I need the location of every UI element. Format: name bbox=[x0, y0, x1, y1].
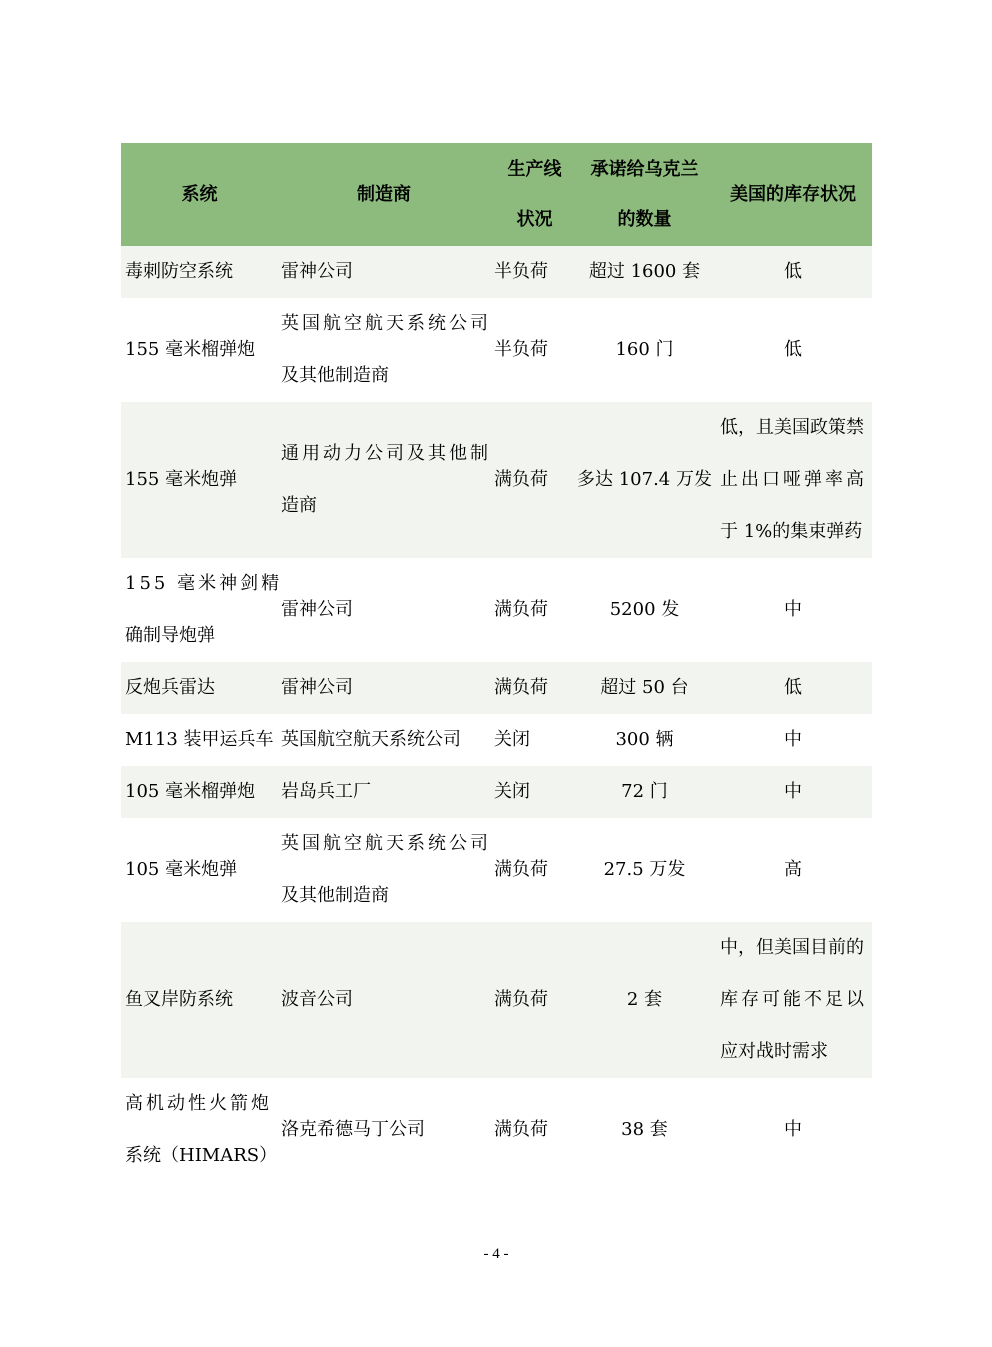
production-text: 满负荷 bbox=[494, 469, 548, 490]
table-row bbox=[121, 298, 872, 402]
cell-system bbox=[121, 766, 278, 818]
system-text: 鱼叉岸防系统 bbox=[125, 989, 233, 1010]
production-text: 满负荷 bbox=[494, 599, 548, 620]
stock-text: 中 bbox=[784, 1119, 802, 1140]
manufacturer-text: 英国航空航天系统公司 bbox=[281, 833, 491, 854]
committed-text: 27.5 万发 bbox=[603, 859, 686, 880]
system-text: 105 毫米炮弹 bbox=[125, 859, 238, 880]
cell-committed-quantity bbox=[575, 1078, 714, 1182]
manufacturer-text: 及其他制造商 bbox=[281, 365, 389, 386]
cell-manufacturer bbox=[278, 922, 490, 1078]
production-text: 半负荷 bbox=[494, 261, 548, 282]
cell-manufacturer bbox=[278, 558, 490, 662]
cell-production-status bbox=[490, 402, 575, 558]
production-text: 半负荷 bbox=[494, 339, 548, 360]
table-row bbox=[121, 558, 872, 662]
table-row bbox=[121, 402, 872, 558]
production-text: 关闭 bbox=[494, 781, 530, 802]
committed-text: 300 辆 bbox=[615, 729, 674, 750]
cell-committed-quantity bbox=[575, 662, 714, 714]
committed-text: 72 门 bbox=[621, 781, 668, 802]
table-row bbox=[121, 662, 872, 714]
cell-production-status bbox=[490, 766, 575, 818]
page-number: - 4 - bbox=[483, 1246, 509, 1262]
table-header bbox=[121, 143, 872, 246]
cell-system bbox=[121, 922, 278, 1078]
cell-committed-quantity bbox=[575, 558, 714, 662]
cell-us-stock bbox=[714, 1078, 872, 1182]
stock-text: 高 bbox=[784, 859, 802, 880]
cell-production-status bbox=[490, 922, 575, 1078]
table-row bbox=[121, 766, 872, 818]
system-text: 105 毫米榴弹炮 bbox=[125, 781, 256, 802]
production-text: 关闭 bbox=[494, 729, 530, 750]
cell-committed-quantity bbox=[575, 298, 714, 402]
system-text: 确制导炮弹 bbox=[125, 625, 215, 646]
table-row bbox=[121, 1078, 872, 1182]
manufacturer-text: 雷神公司 bbox=[281, 599, 353, 620]
stock-text: 中 bbox=[784, 781, 802, 802]
cell-committed-quantity bbox=[575, 714, 714, 766]
stock-text: 中 bbox=[784, 599, 802, 620]
stock-text: 中 bbox=[784, 729, 802, 750]
header-production-status: 生产线 状况 bbox=[507, 158, 562, 230]
cell-production-status bbox=[490, 558, 575, 662]
production-text: 满负荷 bbox=[494, 989, 548, 1010]
committed-text: 多达 107.4 万发 bbox=[577, 469, 712, 490]
header-manufacturer: 制造商 bbox=[357, 183, 411, 205]
cell-us-stock bbox=[714, 922, 872, 1078]
committed-text: 超过 1600 套 bbox=[588, 261, 701, 282]
production-text: 满负荷 bbox=[494, 677, 548, 698]
cell-manufacturer bbox=[278, 246, 490, 298]
cell-us-stock bbox=[714, 298, 872, 402]
cell-production-status bbox=[490, 298, 575, 402]
cell-system bbox=[121, 1078, 278, 1182]
committed-text: 5200 发 bbox=[609, 599, 680, 620]
system-text: M113 装甲运兵车 bbox=[125, 729, 274, 750]
stock-text: 止出口哑弹率高 bbox=[720, 469, 867, 490]
manufacturer-text: 雷神公司 bbox=[281, 677, 353, 698]
cell-system bbox=[121, 298, 278, 402]
cell-manufacturer bbox=[278, 818, 490, 922]
cell-us-stock bbox=[714, 402, 872, 558]
manufacturer-text: 造商 bbox=[281, 495, 317, 516]
committed-text: 160 门 bbox=[615, 339, 674, 360]
cell-production-status bbox=[490, 246, 575, 298]
cell-committed-quantity bbox=[575, 402, 714, 558]
cell-manufacturer bbox=[278, 766, 490, 818]
stock-text: 应对战时需求 bbox=[720, 1041, 828, 1062]
cell-committed-quantity bbox=[575, 818, 714, 922]
manufacturer-text: 波音公司 bbox=[281, 989, 353, 1010]
cell-system bbox=[121, 402, 278, 558]
cell-system bbox=[121, 714, 278, 766]
table-row bbox=[121, 714, 872, 766]
stock-text: 于 1%的集束弹药 bbox=[720, 521, 863, 542]
table-row bbox=[121, 246, 872, 298]
cell-manufacturer bbox=[278, 662, 490, 714]
manufacturer-text: 英国航空航天系统公司 bbox=[281, 313, 491, 334]
committed-text: 超过 50 台 bbox=[600, 677, 689, 698]
manufacturer-text: 及其他制造商 bbox=[281, 885, 389, 906]
manufacturer-text: 雷神公司 bbox=[281, 261, 353, 282]
system-text: 155 毫米炮弹 bbox=[125, 469, 238, 490]
system-text: 系统（HIMARS） bbox=[125, 1145, 278, 1166]
production-text: 满负荷 bbox=[494, 1119, 548, 1140]
committed-text: 38 套 bbox=[621, 1119, 668, 1140]
weapons-table bbox=[121, 143, 872, 1182]
system-text: 155 毫米榴弹炮 bbox=[125, 339, 256, 360]
system-text: 毒刺防空系统 bbox=[125, 261, 233, 282]
manufacturer-text: 英国航空航天系统公司 bbox=[281, 729, 461, 750]
stock-text: 低 bbox=[784, 677, 802, 698]
cell-system bbox=[121, 662, 278, 714]
cell-us-stock bbox=[714, 714, 872, 766]
cell-us-stock bbox=[714, 662, 872, 714]
header-committed-quantity: 承诺给乌克兰 的数量 bbox=[590, 158, 699, 230]
system-text: 155 毫米神剑精 bbox=[125, 573, 283, 594]
cell-production-status bbox=[490, 662, 575, 714]
cell-committed-quantity bbox=[575, 246, 714, 298]
cell-us-stock bbox=[714, 246, 872, 298]
committed-text: 2 套 bbox=[626, 989, 663, 1010]
cell-us-stock bbox=[714, 558, 872, 662]
cell-system bbox=[121, 818, 278, 922]
cell-manufacturer bbox=[278, 1078, 490, 1182]
header-us-stock: 美国的库存状况 bbox=[730, 183, 856, 205]
manufacturer-text: 洛克希德马丁公司 bbox=[281, 1119, 425, 1140]
table-body bbox=[121, 246, 872, 1182]
cell-manufacturer bbox=[278, 402, 490, 558]
stock-text: 低 bbox=[784, 339, 802, 360]
manufacturer-text: 通用动力公司及其他制 bbox=[281, 443, 491, 464]
cell-production-status bbox=[490, 714, 575, 766]
cell-us-stock bbox=[714, 766, 872, 818]
cell-us-stock bbox=[714, 818, 872, 922]
cell-production-status bbox=[490, 818, 575, 922]
cell-system bbox=[121, 246, 278, 298]
manufacturer-text: 岩岛兵工厂 bbox=[281, 781, 371, 802]
header-system: 系统 bbox=[181, 183, 218, 205]
cell-manufacturer bbox=[278, 298, 490, 402]
cell-manufacturer bbox=[278, 714, 490, 766]
production-text: 满负荷 bbox=[494, 859, 548, 880]
cell-production-status bbox=[490, 1078, 575, 1182]
cell-committed-quantity bbox=[575, 766, 714, 818]
cell-committed-quantity bbox=[575, 922, 714, 1078]
system-text: 反炮兵雷达 bbox=[125, 677, 215, 698]
stock-text: 低 bbox=[784, 261, 802, 282]
table-row bbox=[121, 922, 872, 1078]
system-text: 高机动性火箭炮 bbox=[125, 1093, 272, 1114]
stock-text: 中，但美国目前的 bbox=[720, 937, 864, 958]
table-row bbox=[121, 818, 872, 922]
stock-text: 库存可能不足以 bbox=[720, 989, 867, 1010]
stock-text: 低，且美国政策禁 bbox=[720, 417, 864, 438]
cell-system bbox=[121, 558, 283, 662]
